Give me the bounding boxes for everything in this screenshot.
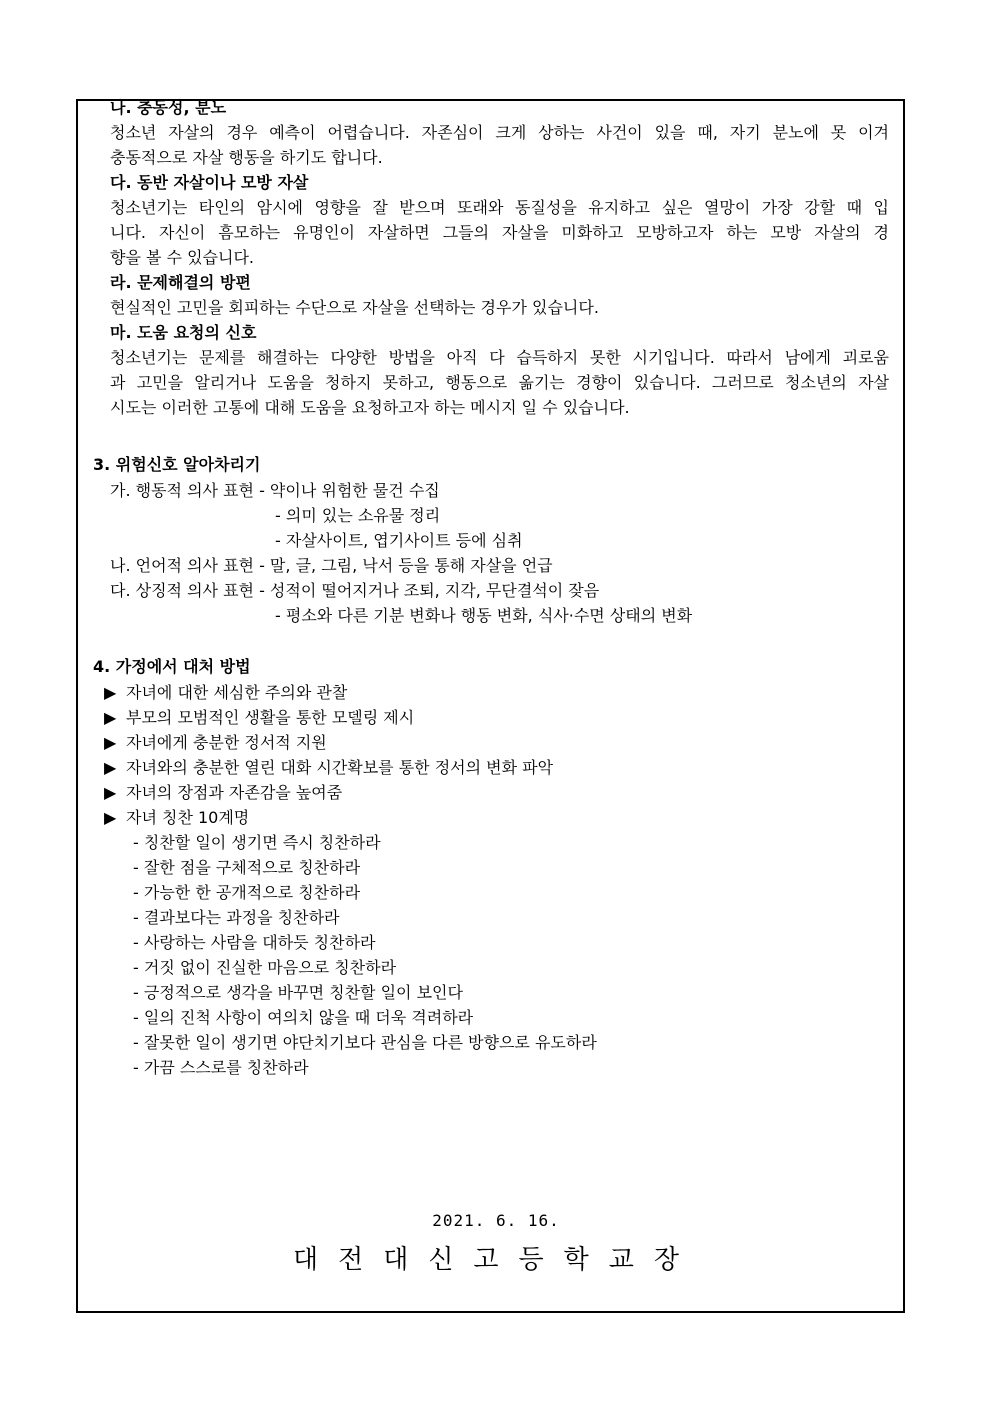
paragraph-line: 청소년기는 타인의 암시에 영향을 잘 받으며 또래와 동질성을 유지하고 싶은 열망이 가장 강할 때 입 xyxy=(110,198,889,217)
warning-behavioral-item: - 자살사이트, 엽기사이트 등에 심취 xyxy=(275,531,523,550)
praise-rule: - 일의 진척 사항이 여의치 않을 때 더욱 격려하라 xyxy=(133,1008,474,1027)
paragraph-line: 니다. 자신이 흠모하는 유명인이 자살하면 그들의 자살을 미화하고 모방하고자 하는 모방 자살의 경 xyxy=(110,223,889,242)
warning-behavioral-item: - 의미 있는 소유물 정리 xyxy=(275,506,441,525)
school-principal-signature: 대전대신고등학교장 xyxy=(292,1245,700,1275)
paragraph-line: 과 고민을 알리거나 도움을 청하지 못하고, 행동으로 옮기는 경향이 있습니다. 그러므로 청소년의 자살 xyxy=(110,373,889,392)
praise-rule: - 결과보다는 과정을 칭찬하라 xyxy=(133,908,340,927)
praise-rule: - 잘못한 일이 생기면 야단치기보다 관심을 다른 방향으로 유도하라 xyxy=(133,1033,597,1052)
document-date: 2021. 6. 16. xyxy=(432,1211,560,1230)
subheading-impulsivity: 나. 충동성, 분노 xyxy=(110,98,227,117)
warning-symbolic: 다. 상징적 의사 표현 - 성적이 떨어지거나 조퇴, 지각, 무단결석이 잦음 xyxy=(110,581,600,600)
list-item: ▶ 자녀 칭찬 10계명 xyxy=(104,808,250,827)
bullet-arrow-icon: ▶ xyxy=(104,708,117,727)
paragraph-line: 현실적인 고민을 회피하는 수단으로 자살을 선택하는 경우가 있습니다. xyxy=(110,298,599,317)
paragraph-line: 충동적으로 자살 행동을 하기도 합니다. xyxy=(110,148,383,167)
subheading-problem-solving: 라. 문제해결의 방편 xyxy=(110,273,251,292)
paragraph-line: 청소년기는 문제를 해결하는 다양한 방법을 아직 다 습득하지 못한 시기입니다. 따라서 남에게 괴로움 xyxy=(110,348,889,367)
bullet-arrow-icon: ▶ xyxy=(104,808,117,827)
list-item: ▶ 자녀와의 충분한 열린 대화 시간확보를 통한 정서의 변화 파악 xyxy=(104,758,554,777)
bullet-arrow-icon: ▶ xyxy=(104,733,117,752)
paragraph-line: 향을 볼 수 있습니다. xyxy=(110,248,254,267)
subheading-help-signal: 마. 도움 요청의 신호 xyxy=(110,323,257,342)
warning-behavioral: 가. 행동적 의사 표현 - 약이나 위험한 물건 수집 xyxy=(110,481,440,500)
praise-rule: - 잘한 점을 구체적으로 칭찬하라 xyxy=(133,858,361,877)
paragraph-line: 시도는 이러한 고통에 대해 도움을 요청하고자 하는 메시지 일 수 있습니다. xyxy=(110,398,630,417)
praise-rule: - 긍정적으로 생각을 바꾸면 칭찬할 일이 보인다 xyxy=(133,983,463,1002)
warning-symbolic-item: - 평소와 다른 기분 변화나 행동 변화, 식사·수면 상태의 변화 xyxy=(275,606,693,625)
list-item: ▶ 자녀에게 충분한 정서적 지원 xyxy=(104,733,327,752)
praise-rule: - 칭찬할 일이 생기면 즉시 칭찬하라 xyxy=(133,833,381,852)
praise-rule: - 거짓 없이 진실한 마음으로 칭찬하라 xyxy=(133,958,397,977)
praise-rule: - 가능한 한 공개적으로 칭찬하라 xyxy=(133,883,361,902)
praise-rule: - 사랑하는 사람을 대하듯 칭찬하라 xyxy=(133,933,376,952)
list-item: ▶ 부모의 모범적인 생활을 통한 모델링 제시 xyxy=(104,708,415,727)
subheading-copycat: 다. 동반 자살이나 모방 자살 xyxy=(110,173,309,192)
list-item: ▶ 자녀에 대한 세심한 주의와 관찰 xyxy=(104,683,348,702)
bullet-arrow-icon: ▶ xyxy=(104,683,117,702)
praise-rule: - 가끔 스스로를 칭찬하라 xyxy=(133,1058,309,1077)
warning-verbal: 나. 언어적 의사 표현 - 말, 글, 그림, 낙서 등을 통해 자살을 언급 xyxy=(110,556,553,575)
bullet-arrow-icon: ▶ xyxy=(104,783,117,802)
bullet-arrow-icon: ▶ xyxy=(104,758,117,777)
section-title-home-response: 4. 가정에서 대처 방법 xyxy=(93,657,251,676)
paragraph-line: 청소년 자살의 경우 예측이 어렵습니다. 자존심이 크게 상하는 사건이 있을 때, 자기 분노에 못 이겨 xyxy=(110,123,889,142)
section-title-warning-signs: 3. 위험신호 알아차리기 xyxy=(93,455,261,474)
list-item: ▶ 자녀의 장점과 자존감을 높여줌 xyxy=(104,783,343,802)
